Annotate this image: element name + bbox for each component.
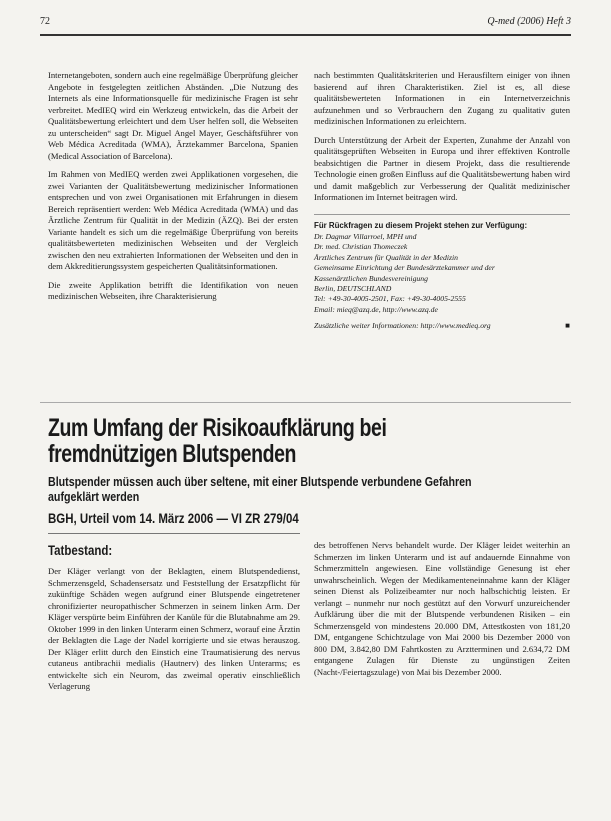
contact-box	[314, 214, 570, 332]
top-article-left-column	[48, 70, 298, 310]
paragraph: Internetangeboten, sondern auch eine regelmäßige Überprüfung gleicher Angebote in festgelegten zeitlichen Abständen. „Die Nutzung des Internets als eine Informationsquelle für medizinische Fragen ist sehr verbreitet. MedIEQ wird ein Werkzeug entwickeln, das die Arbeit der Qualitätsbewertung erleichtert und dem User helfen soll, die Webseiten zu unterscheiden“ sagt Dr. Miguel Angel Mayer, Geschäftsführer von Web Médica Acreditada (WMA), Ärztekammer Barcelona, Spanien (Medical Association of Barcelona).	[48, 70, 298, 161]
contact-line: Ärztliches Zentrum für Qualität in der Medizin	[314, 252, 458, 262]
more-info-link-line	[314, 321, 570, 331]
page-number: 72	[40, 16, 50, 27]
contact-line: Dr. Dagmar Villarroel, MPH und	[314, 231, 417, 241]
contact-line: Gemeinsame Einrichtung der Bundesärztekammer und der	[314, 263, 495, 273]
article-right-column	[314, 540, 570, 685]
paragraph: des betroffenen Nervs behandelt wurde. Der Kläger leidet weiterhin an Schmerzen im linken Unterarm und ist auf andauernde Einnahme von Schmerzmitteln angewiesen. Eine vollständige Genesung ist eher unwahrscheinlich. Wegen der Medikamenteneinnahme kann der Kläger seinen Dienst als Polizeibeamter nur noch halbschichtig leisten. Er verlangt – nunmehr nur noch gestützt auf den Vorwurf unzureichender Aufklärung über die mit der Blutspende verbundenen Risiken – ein Schmerzensgeld von mindestens 20.000 DM, Attestkosten von 181,20 DM, entgangene Schichtzulage von Mai 2000 bis Dezember 2000 von 800 DM, 3.842,80 DM Fahrtkosten zu Arztterminen und 2.634,72 DM entgangene Zulagen für Dienste zu ungünstigen Zeiten (Nacht-/Feiertagszulage) von Mai bis Dezember 2000.	[314, 540, 570, 677]
end-of-article-mark: ■	[565, 321, 570, 331]
contact-line: Berlin, DEUTSCHLAND	[314, 283, 392, 293]
article-subtitle: Blutspender müssen auch über seltene, mit einer Blutspende verbundene Gefahren aufgeklärt werden	[48, 474, 472, 504]
more-info-link[interactable]: Zusätzliche weiter Informationen: http://www.medieq.org	[314, 321, 491, 331]
paragraph: Durch Unterstützung der Arbeit der Experten, Zunahme der Anzahl von qualitätsgeprüften Webseiten in Europa und ihrer effektiven Kontrolle beabsichtigen die Partner in diesem Projekt, dass die resultierende Technologie einen großen Einfluss auf die Qualitätsbewertung haben wird und damit maßgeblich zur Verbesserung der Qualität medizinischer Informationen im Internet beitragen wird.	[314, 134, 570, 202]
article-title: Zum Umfang der Risikoaufklärung bei fremdnützigen Blutspenden	[48, 414, 387, 468]
section-heading: Tatbestand:	[48, 542, 113, 558]
paragraph: Die zweite Applikation betrifft die Identifikation von neuen medizinischen Webseiten, ihre Charakterisierung	[48, 279, 298, 301]
paragraph: Im Rahmen von MedIEQ werden zwei Applikationen vorgesehen, die zwei Varianten der Qualitätsbewertung medizinischer Informationen entsprechen und von zwei Organisationen mit Erfahrungen in diesem Bereich repräsentiert werden: Web Médica Acreditada (WMA) und das Ärztliche Zentrum für Qualität in der Medizin (ÄZQ). Bei der ersten Variante handelt es sich um die regelmäßige Überprüfung von bereits qualitätsbewerteten medizinischen Webseiten und der Vergleich zwischen den neu extrahierten Informationen der Webseiten und den in dem Akkreditierungssystem gespeicherten Qualitätsinformationen.	[48, 169, 298, 271]
page-header	[40, 12, 571, 36]
article-left-column	[48, 566, 300, 700]
contact-heading: Für Rückfragen zu diesem Projekt stehen zur Verfügung:	[314, 220, 528, 230]
top-article-right-column	[314, 70, 570, 332]
paragraph: Der Kläger verlangt von der Beklagten, einem Blutspendedienst, Schmerzensgeld, Schadensersatz und Feststellung der Ersatzpflicht für zukünftige Schäden wegen aufgrund einer Blutspende eingetretener chronifizierter neuropathischer Schmerzen in seinem linken Arm. Der Kläger verspürte beim Einführen der Kanüle für die Blutabnahme am 29. Oktober 1999 in den linken Unterarm einen Schmerz, worauf eine Ärztin der Beklagten die Lage der Nadel korrigierte und sie etwas herauszog. Der Kläger erlitt durch den Einstich eine Traumatisierung des nervus cutaneus antibrachii medialis (Hautnerv) des linken Unterarms; es entwickelte sich ein Neurom, das zweimal operativ einschließlich Verlagerung	[48, 566, 300, 691]
article-divider	[40, 402, 571, 403]
court-citation: BGH, Urteil vom 14. März 2006 — VI ZR 279/04	[48, 510, 299, 526]
contact-line: Kassenärztlichen Bundesvereinigung	[314, 273, 428, 283]
journal-issue: Q-med (2006) Heft 3	[487, 16, 571, 27]
heading-rule	[48, 533, 300, 534]
contact-line: Dr. med. Christian Thomeczek	[314, 242, 408, 252]
paragraph: nach bestimmten Qualitätskriterien und Herausfiltern einiger von ihnen basierend auf ihren Charakteristiken. Ziel ist es, all diese qualitätsbewerteten Informationen in ein Internetverzeichnis aufzunehmen und so Verbrauchern den Zugang zu qualitativ guten medizinischen Informationen zu erleichtern.	[314, 70, 570, 126]
contact-email[interactable]: Email: mieq@azq.de, http://www.azq.de	[314, 304, 438, 314]
contact-phone: Tel: +49-30-4005-2501, Fax: +49-30-4005-2555	[314, 294, 466, 304]
